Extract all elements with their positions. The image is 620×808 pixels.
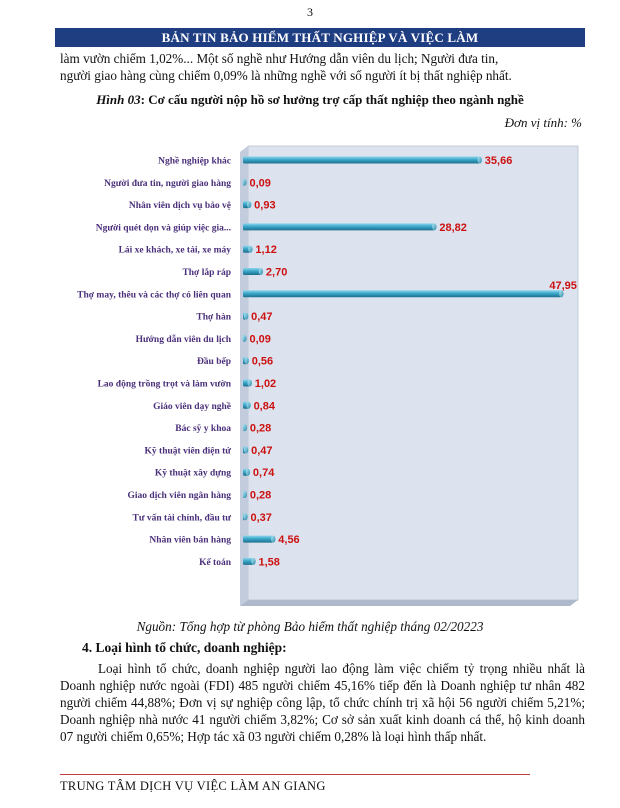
- value-label: 2,70: [265, 266, 288, 279]
- bar: [243, 268, 261, 275]
- value-label: 0,09: [249, 177, 271, 190]
- category-label: Kỹ thuật xây dựng: [154, 468, 231, 479]
- category-label: Giao dịch viên ngân hàng: [127, 491, 231, 501]
- category-label: Người quét dọn và giúp việc gia...: [95, 223, 231, 234]
- value-label: 4,56: [278, 534, 300, 547]
- value-label: 0,09: [249, 333, 271, 346]
- value-label: 1,58: [258, 556, 280, 569]
- category-label: Kỹ thuật viên điện tử: [144, 446, 231, 457]
- bar-end-cap: [242, 179, 246, 186]
- bar-end-cap: [246, 402, 250, 409]
- bar-end-cap: [244, 313, 248, 320]
- value-label: 0,56: [251, 355, 274, 368]
- category-label: Bác sỹ y khoa: [175, 424, 231, 435]
- bar-end-cap: [478, 157, 482, 164]
- value-label: 0,47: [251, 311, 273, 324]
- category-label: Lao động trồng trọt và làm vườn: [97, 379, 231, 390]
- bar-end-cap: [259, 268, 263, 275]
- value-label: 1,12: [255, 244, 277, 257]
- bar: [243, 536, 273, 543]
- page-number: 3: [307, 5, 313, 19]
- value-label: 47,95: [549, 279, 577, 292]
- category-label: Nghề nghiệp khác: [158, 156, 231, 167]
- occupation-bar-chart: [40, 138, 585, 608]
- intro-line-1: làm vườn chiếm 1,02%... Một số nghề như Hướng dẫn viên du lịch; Người đưa tin,: [60, 51, 499, 66]
- category-label: Nhân viên bán hàng: [149, 535, 231, 546]
- value-label: 0,74: [252, 467, 275, 480]
- category-label: Lái xe khách, xe tải, xe máy: [118, 245, 231, 256]
- bar: [243, 290, 561, 297]
- figure-title-lead: Hình 03: [96, 92, 141, 107]
- bar-end-cap: [247, 201, 251, 208]
- bar-end-cap: [243, 424, 247, 431]
- footer-text: TRUNG TÂM DỊCH VỤ VIỆC LÀM AN GIANG: [60, 779, 326, 793]
- bar-end-cap: [432, 223, 436, 230]
- value-label: 0,37: [250, 511, 272, 524]
- category-label: Người đưa tin, người giao hàng: [104, 178, 231, 189]
- category-label: Kế toán: [199, 557, 231, 568]
- value-label: 0,47: [251, 444, 273, 457]
- bulletin-header: BẢN TIN BẢO HIỂM THẤT NGHIỆP VÀ VIỆC LÀM: [55, 28, 585, 47]
- value-label: 35,66: [484, 155, 513, 167]
- bar-end-cap: [248, 380, 252, 387]
- bar-end-cap: [251, 558, 255, 565]
- bar: [243, 157, 480, 164]
- value-label: 0,28: [249, 489, 272, 502]
- plot-back-wall: [248, 146, 578, 600]
- bar: [243, 223, 434, 230]
- value-label: 0,84: [253, 400, 275, 413]
- bar-end-cap: [248, 246, 252, 253]
- category-label: Hướng dẫn viên du lịch: [135, 334, 231, 345]
- unit-label: Đơn vị tính: %: [504, 115, 582, 130]
- bar-end-cap: [246, 469, 250, 476]
- section-body: Loại hình tổ chức, doanh nghiệp người lao động làm việc chiếm tỷ trọng nhiều nhất là Doanh nghiệp nước ngoài (FDI) 485 người chiếm 45,16% tiếp đến là Doanh nghiệp tư nhân 482 người chiếm 44,88%; Đơn vị sự nghiệp công lập, tổ chức chính trị xã hội 56 người chiếm 5,21%; Doanh nghiệp nhà nước 41 người chiếm 3,82%; Cơ sở sản xuất kinh doanh cá thể, hộ kinh doanh 07 người chiếm 0,65%; Hợp tác xã 03 người chiếm 0,28% là loại hình thấp nhất.: [60, 661, 585, 744]
- category-label: Đầu bếp: [196, 357, 231, 368]
- figure-title: [0, 92, 620, 108]
- category-label: Thợ hàn: [196, 312, 231, 323]
- footer-divider: [60, 774, 530, 775]
- value-label: 1,02: [254, 378, 277, 390]
- bar-end-cap: [245, 357, 249, 364]
- bar-end-cap: [243, 491, 247, 498]
- value-label: 28,82: [439, 221, 467, 234]
- bar-end-cap: [243, 513, 247, 520]
- category-label: Nhân viên dịch vụ bảo vệ: [128, 201, 231, 212]
- intro-paragraph: [60, 50, 585, 84]
- value-label: 0,93: [254, 199, 276, 212]
- category-label: Giáo viên dạy nghề: [153, 401, 231, 412]
- intro-line-2: người giao hàng cùng chiếm 0,09% là những nghề với số người ít bị thất nghiệp nhất.: [60, 68, 512, 83]
- category-label: Thợ lắp ráp: [182, 268, 231, 278]
- section-heading: 4. Loại hình tổ chức, doanh nghiệp:: [82, 640, 287, 655]
- figure-source: Nguồn: Tổng hợp từ phòng Bảo hiểm thất nghiệp tháng 02/20223: [136, 619, 484, 634]
- figure-title-rest: : Cơ cấu người nộp hồ sơ hưởng trợ cấp thất nghiệp theo ngành nghề: [140, 92, 524, 107]
- category-label: Tư vấn tài chính, đầu tư: [132, 513, 231, 524]
- bar-end-cap: [244, 446, 248, 453]
- bar-end-cap: [242, 335, 246, 342]
- category-label: Thợ may, thêu và các thợ có liên quan: [77, 290, 231, 301]
- value-label: 0,28: [249, 422, 272, 435]
- bar-end-cap: [271, 536, 275, 543]
- plot-floor: [240, 600, 578, 606]
